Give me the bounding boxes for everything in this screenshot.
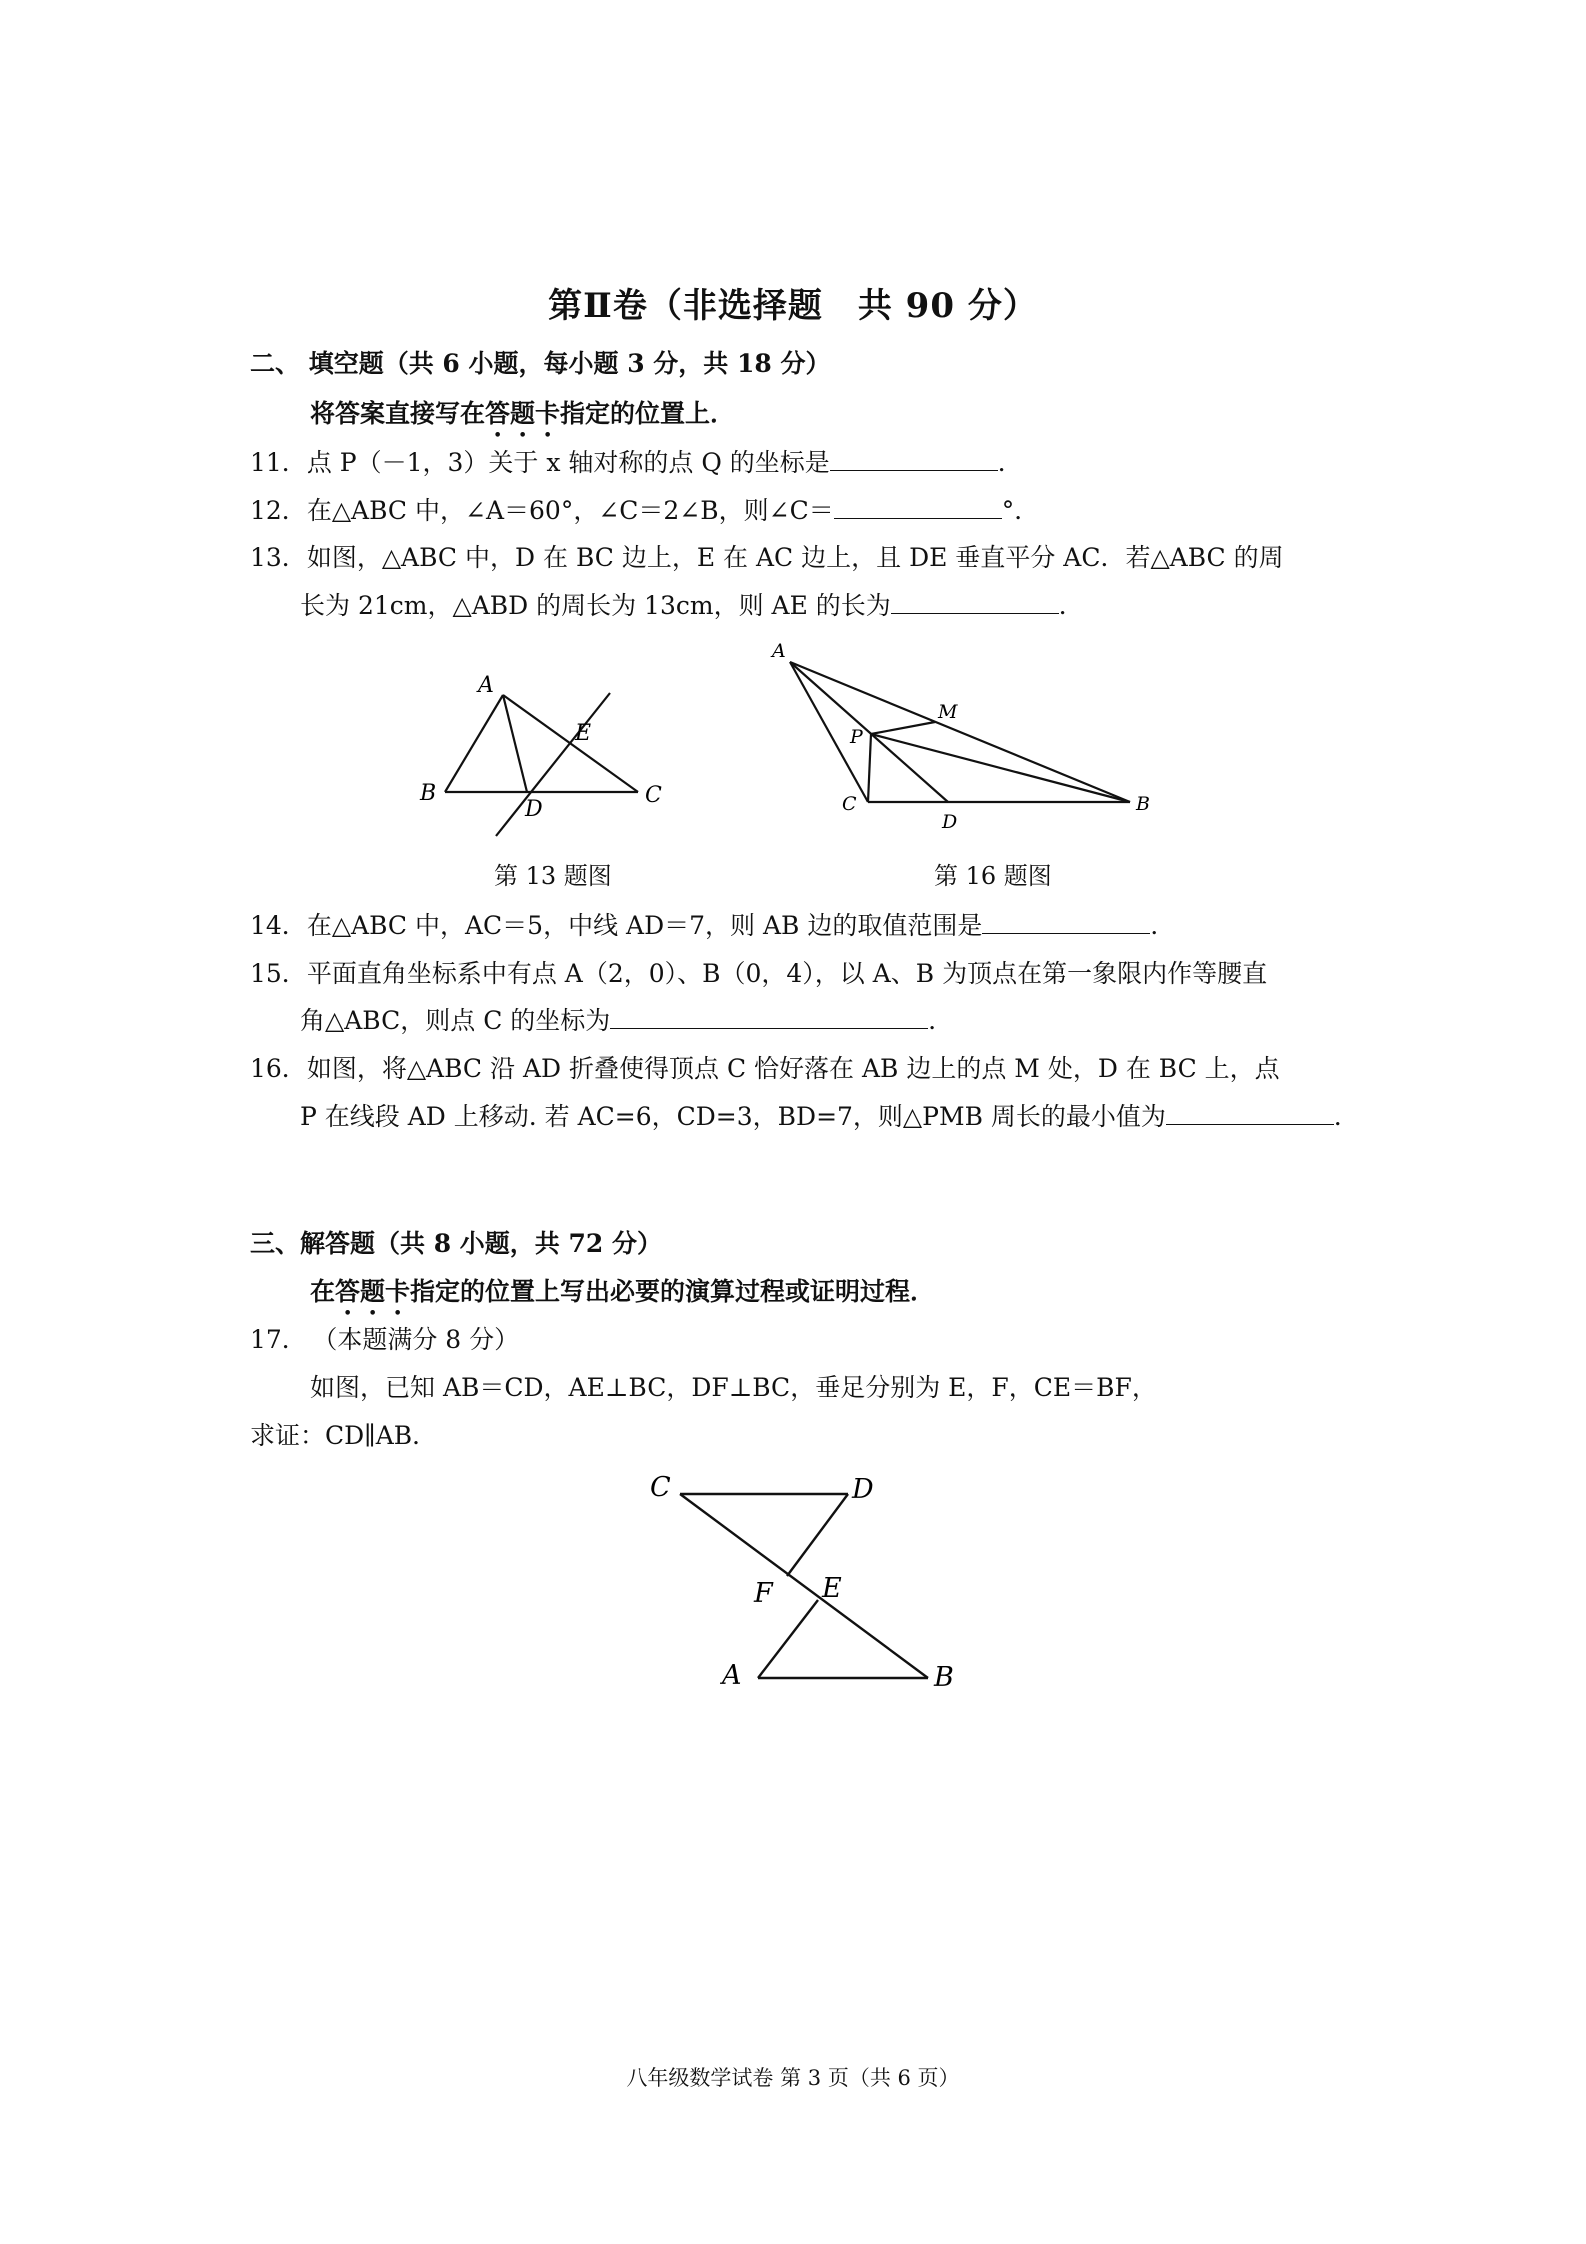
perpendicular-bisector-de bbox=[496, 693, 610, 836]
question-end: ． bbox=[1058, 591, 1084, 620]
question-text: 角△ABC，则点 C 的坐标为 bbox=[300, 1006, 611, 1035]
instruction-text-dotted: 答题卡 bbox=[485, 399, 561, 428]
question-16-line2 bbox=[300, 1097, 1359, 1133]
answer-blank[interactable] bbox=[834, 496, 1002, 519]
question-12 bbox=[250, 491, 1039, 527]
question-text: 长为 21cm，△ABD 的周长为 13cm，则 AE 的长为 bbox=[300, 591, 891, 620]
segment-pc bbox=[868, 734, 871, 802]
question-17-line1: 如图，已知 AB＝CD，AE⊥BC，DF⊥BC，垂足分别为 E，F，CE＝BF， bbox=[310, 1373, 1157, 1402]
segment-cb bbox=[680, 1494, 928, 1678]
instruction-text-pre: 将答案直接写在 bbox=[310, 399, 486, 428]
question-11 bbox=[250, 443, 1023, 479]
answer-blank[interactable] bbox=[610, 1006, 928, 1029]
label-e: E bbox=[822, 1573, 842, 1604]
question-17-line2: 求证：CD∥AB． bbox=[250, 1421, 438, 1450]
label-b: B bbox=[934, 1662, 954, 1693]
answer-blank[interactable] bbox=[982, 911, 1150, 934]
label-a: A bbox=[722, 1660, 742, 1691]
figure-13-caption: 第 13 题图 bbox=[494, 862, 612, 890]
label-d: D bbox=[942, 811, 958, 833]
instruction-text-pre: 在 bbox=[310, 1277, 336, 1306]
figure-13 bbox=[400, 660, 680, 850]
label-f: F bbox=[754, 1578, 773, 1609]
question-text: 在△ABC 中，∠A＝60°，∠C＝2∠B，则∠C＝ bbox=[306, 496, 834, 525]
question-13-line1 bbox=[250, 538, 1284, 574]
question-text: 如图，将△ABC 沿 AD 折叠使得顶点 C 恰好落在 AB 边上的点 M 处，D 在 BC 上，点 bbox=[306, 1054, 1280, 1083]
label-b: B bbox=[1136, 793, 1150, 815]
question-15-line1 bbox=[250, 954, 1267, 990]
question-number: 16． bbox=[250, 1054, 307, 1083]
answer-blank[interactable] bbox=[891, 591, 1059, 614]
label-b: B bbox=[420, 781, 437, 806]
segment-pm bbox=[871, 722, 935, 734]
label-p: P bbox=[850, 726, 863, 748]
question-15-line2 bbox=[300, 1001, 953, 1037]
question-16-line1 bbox=[250, 1049, 1280, 1085]
figure-16-caption: 第 16 题图 bbox=[934, 862, 1052, 890]
question-text: P 在线段 AD 上移动. 若 AC=6，CD=3，BD=7，则△PMB 周长的最小值为 bbox=[300, 1102, 1166, 1131]
segment-df bbox=[787, 1494, 848, 1576]
question-end: ． bbox=[1150, 911, 1176, 940]
section3-heading: 三、解答题（共 8 小题，共 72 分） bbox=[250, 1229, 663, 1258]
label-a: A bbox=[772, 640, 786, 662]
section3-instruction bbox=[310, 1272, 935, 1321]
segment-ae bbox=[758, 1600, 818, 1678]
question-text: 点 P（－1，3）关于 x 轴对称的点 Q 的坐标是 bbox=[306, 448, 830, 477]
section2-heading: 二、 填空题（共 6 小题，每小题 3 分，共 18 分） bbox=[250, 349, 831, 378]
question-end: ． bbox=[928, 1006, 954, 1035]
label-e: E bbox=[575, 721, 592, 746]
question-17-header bbox=[250, 1320, 519, 1356]
question-text: 如图，△ABC 中，D 在 BC 边上，E 在 AC 边上，且 DE 垂直平分 AC．若△ABC 的周 bbox=[306, 543, 1284, 572]
label-c: C bbox=[842, 793, 857, 815]
question-end: °． bbox=[1001, 496, 1040, 525]
label-a: A bbox=[478, 673, 494, 698]
page-title: 第Ⅱ卷（非选择题 共 90 分） bbox=[548, 286, 1038, 326]
segment-ab bbox=[445, 695, 503, 792]
section2-instruction bbox=[310, 394, 735, 443]
label-c: C bbox=[650, 1472, 671, 1503]
figure-17 bbox=[640, 1460, 980, 1710]
question-number: 12． bbox=[250, 496, 307, 525]
question-number: 17． bbox=[250, 1325, 307, 1354]
figure-16 bbox=[760, 630, 1160, 840]
label-d: D bbox=[525, 797, 543, 822]
instruction-text-post: 指定的位置上写出必要的演算过程或证明过程． bbox=[410, 1277, 936, 1306]
answer-blank[interactable] bbox=[1166, 1102, 1334, 1125]
question-14 bbox=[250, 906, 1175, 942]
question-end: ． bbox=[1333, 1102, 1359, 1131]
segment-ab bbox=[790, 662, 1130, 802]
question-end: ． bbox=[997, 448, 1023, 477]
answer-blank[interactable] bbox=[830, 448, 998, 471]
instruction-text-post: 指定的位置上． bbox=[560, 399, 736, 428]
question-number: 13． bbox=[250, 543, 307, 572]
question-text: 在△ABC 中，AC＝5，中线 AD＝7，则 AB 边的取值范围是 bbox=[306, 911, 983, 940]
question-13-line2 bbox=[300, 586, 1084, 622]
label-m: M bbox=[938, 701, 958, 723]
label-c: C bbox=[645, 783, 662, 808]
question-number: 14． bbox=[250, 911, 307, 940]
question-score: （本题满分 8 分） bbox=[324, 1325, 520, 1354]
label-d: D bbox=[852, 1474, 874, 1505]
question-number: 11． bbox=[250, 448, 307, 477]
page-footer: 八年级数学试卷 第 3 页（共 6 页） bbox=[626, 2066, 960, 2090]
question-text: 平面直角坐标系中有点 A（2，0）、B（0，4），以 A、B 为顶点在第一象限内作等腰直 bbox=[306, 959, 1268, 988]
question-number: 15． bbox=[250, 959, 307, 988]
instruction-text-dotted: 答题卡 bbox=[335, 1277, 411, 1306]
